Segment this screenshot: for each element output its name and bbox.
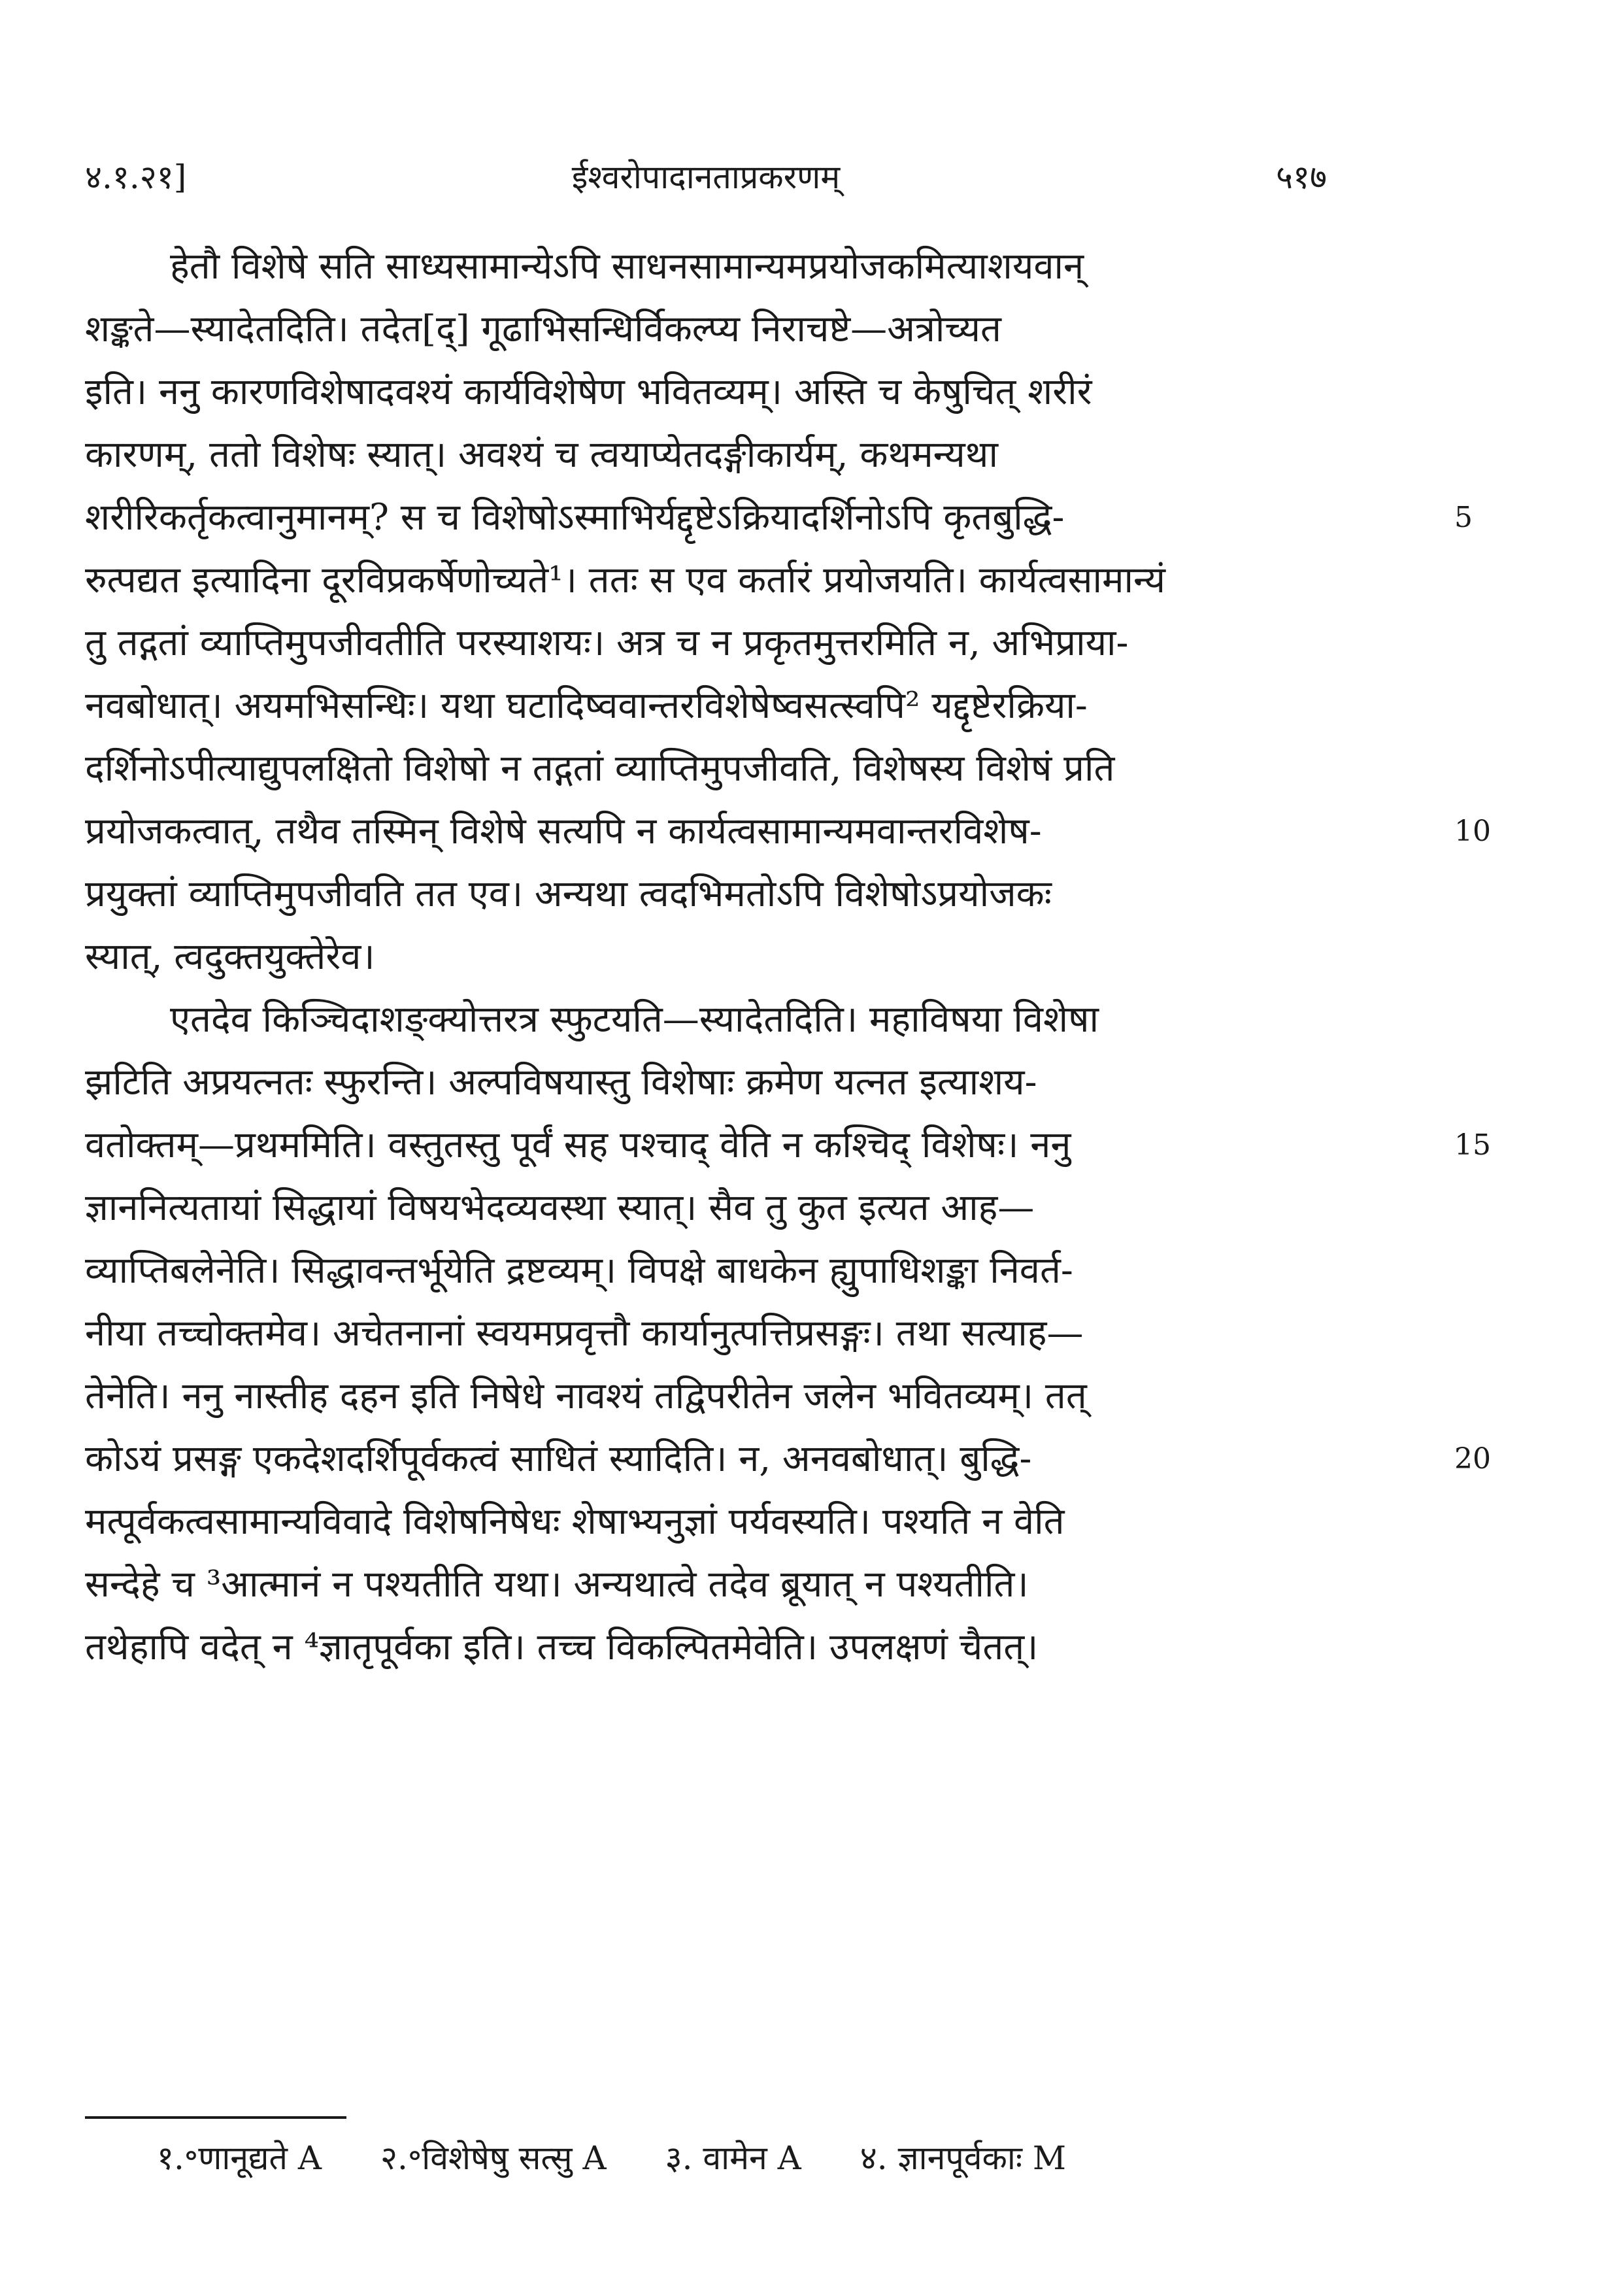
line-text: तथेहापि वदेत् न ⁴ज्ञातृपूर्वका इति। तच्च विकल्पितमेवेति। उपलक्षणं चैतत्। xyxy=(85,1626,1039,1668)
footnote: २.॰विशेषेषु सत्सु A xyxy=(380,2139,607,2177)
line-text: कारणम्, ततो विशेषः स्यात्। अवश्यं च त्वयाप्येतदङ्गीकार्यम्, कथमन्यथा xyxy=(85,433,998,476)
text-line xyxy=(85,486,1473,549)
text-line xyxy=(85,1240,1327,1302)
text-line xyxy=(85,737,1327,800)
footnote: ४. ज्ञानपूर्वकाः M xyxy=(860,2139,1067,2177)
line-number: 5 xyxy=(1454,501,1473,534)
line-text: दर्शिनोऽपीत्याद्युपलक्षितो विशेषो न तद्गतां व्याप्तिमुपजीवति, विशेषस्य विशेषं प्रति xyxy=(85,747,1115,790)
line-text: व्याप्तिबलेनेति। सिद्धावन्तर्भूयेति द्रष्टव्यम्। विपक्षे बाधकेन ह्युपाधिशङ्का निवर्त- xyxy=(85,1249,1073,1292)
line-text: कोऽयं प्रसङ्ग एकदेशदर्शिपूर्वकत्वं साधितं स्यादिति। न, अनवबोधात्। बुद्धि- xyxy=(85,1438,1032,1480)
line-number: 10 xyxy=(1454,815,1491,848)
line-text: स्यात्, त्वदुक्तयुक्तेरेव। xyxy=(85,936,375,978)
footnote-rule xyxy=(85,2116,346,2119)
text-line xyxy=(85,549,1327,612)
text-line xyxy=(85,612,1327,675)
text-line xyxy=(85,235,1327,298)
line-text: वतोक्तम्—प्रथममिति। वस्तुतस्तु पूर्वं सह पश्चाद् वेति न कश्चिद् विशेषः। ननु xyxy=(85,1124,1071,1166)
text-line xyxy=(85,1491,1327,1553)
text-line xyxy=(85,1302,1327,1365)
text-line xyxy=(85,1051,1327,1114)
line-text: ज्ञाननित्यतायां सिद्धायां विषयभेदव्यवस्था स्यात्। सैव तु कुत इत्यत आह— xyxy=(85,1187,1035,1229)
line-text: हेतौ विशेषे सति साध्यसामान्येऽपि साधनसामान्यमप्रयोजकमित्याशयवान् xyxy=(170,245,1084,288)
text-line xyxy=(85,988,1327,1051)
text-line xyxy=(85,863,1327,926)
chapter-title: ईश्वरोपादानताप्रकरणम् xyxy=(571,158,841,196)
line-number: 20 xyxy=(1454,1442,1491,1476)
footnotes xyxy=(157,2135,1333,2179)
text-line xyxy=(85,298,1327,361)
line-text: इति। ननु कारणविशेषादवश्यं कार्यविशेषेण भवितव्यम्। अस्ति च केषुचित् शरीरं xyxy=(85,371,1092,413)
section-number: ४.१.२१] xyxy=(85,158,187,196)
line-text: सन्देहे च ³आत्मानं न पश्यतीति यथा। अन्यथात्वे तदेव ब्रूयात् न पश्यतीति। xyxy=(85,1563,1029,1606)
commentary-text xyxy=(85,235,1491,1679)
line-text: रुत्पद्यत इत्यादिना दूरविप्रकर्षेणोच्यते¹। ततः स एव कर्तारं प्रयोजयति। कार्यत्वसामान्यं xyxy=(85,559,1165,601)
text-line xyxy=(85,1177,1327,1240)
line-text: तेनेति। ननु नास्तीह दहन इति निषेधे नावश्यं तद्विपरीतेन जलेन भवितव्यम्। तत् xyxy=(85,1375,1087,1417)
text-line xyxy=(85,424,1327,486)
line-text: नीया तच्चोक्तमेव। अचेतनानां स्वयमप्रवृत्तौ कार्यानुत्पत्तिप्रसङ्गः। तथा सत्याह— xyxy=(85,1312,1084,1355)
text-line xyxy=(85,1114,1491,1177)
line-text: नवबोधात्। अयमभिसन्धिः। यथा घटादिष्ववान्तरविशेषेष्वसत्स्वपि² यद्दृष्टेरक्रिया- xyxy=(85,684,1088,727)
text-line xyxy=(85,361,1327,424)
text-line xyxy=(85,926,1327,988)
footnote: १.॰णानूद्यते A xyxy=(157,2139,322,2177)
page-number: ५१७ xyxy=(1276,158,1327,196)
text-line xyxy=(85,1365,1327,1428)
text-line xyxy=(85,675,1327,737)
line-text: प्रयुक्तां व्याप्तिमुपजीवति तत एव। अन्यथा त्वदभिमतोऽपि विशेषोऽप्रयोजकः xyxy=(85,873,1052,915)
line-text: एतदेव किञ्चिदाशङ्क्योत्तरत्र स्फुटयति—स्यादेतदिति। महाविषया विशेषा xyxy=(170,998,1099,1041)
line-text: मत्पूर्वकत्वसामान्यविवादे विशेषनिषेधः शेषाभ्यनुज्ञां पर्यवस्यति। पश्यति न वेति xyxy=(85,1500,1065,1543)
line-text: शङ्कते—स्यादेतदिति। तदेत[द्] गूढाभिसन्धिर्विकल्प्य निराचष्टे—अत्रोच्यत xyxy=(85,308,1001,350)
running-header xyxy=(85,154,1327,212)
line-number: 15 xyxy=(1454,1128,1491,1162)
line-text: प्रयोजकत्वात्, तथैव तस्मिन् विशेषे सत्यपि न कार्यत्वसामान्यमवान्तरविशेष- xyxy=(85,810,1042,853)
text-line xyxy=(85,1616,1327,1679)
text-line xyxy=(85,1428,1491,1491)
line-text: झटिति अप्रयत्नतः स्फुरन्ति। अल्पविषयास्तु विशेषाः क्रमेण यत्नत इत्याशय- xyxy=(85,1061,1037,1104)
line-text: शरीरिकर्तृकत्वानुमानम्? स च विशेषोऽस्माभिर्यद्दृष्टेऽक्रियादर्शिनोऽपि कृतबुद्धि- xyxy=(85,496,1065,539)
line-text: तु तद्गतां व्याप्तिमुपजीवतीति परस्याशयः। अत्र च न प्रकृतमुत्तरमिति न, अभिप्राया- xyxy=(85,622,1129,664)
text-line xyxy=(85,800,1491,863)
footnote: ३. वामेन A xyxy=(665,2139,801,2177)
text-line xyxy=(85,1553,1327,1616)
